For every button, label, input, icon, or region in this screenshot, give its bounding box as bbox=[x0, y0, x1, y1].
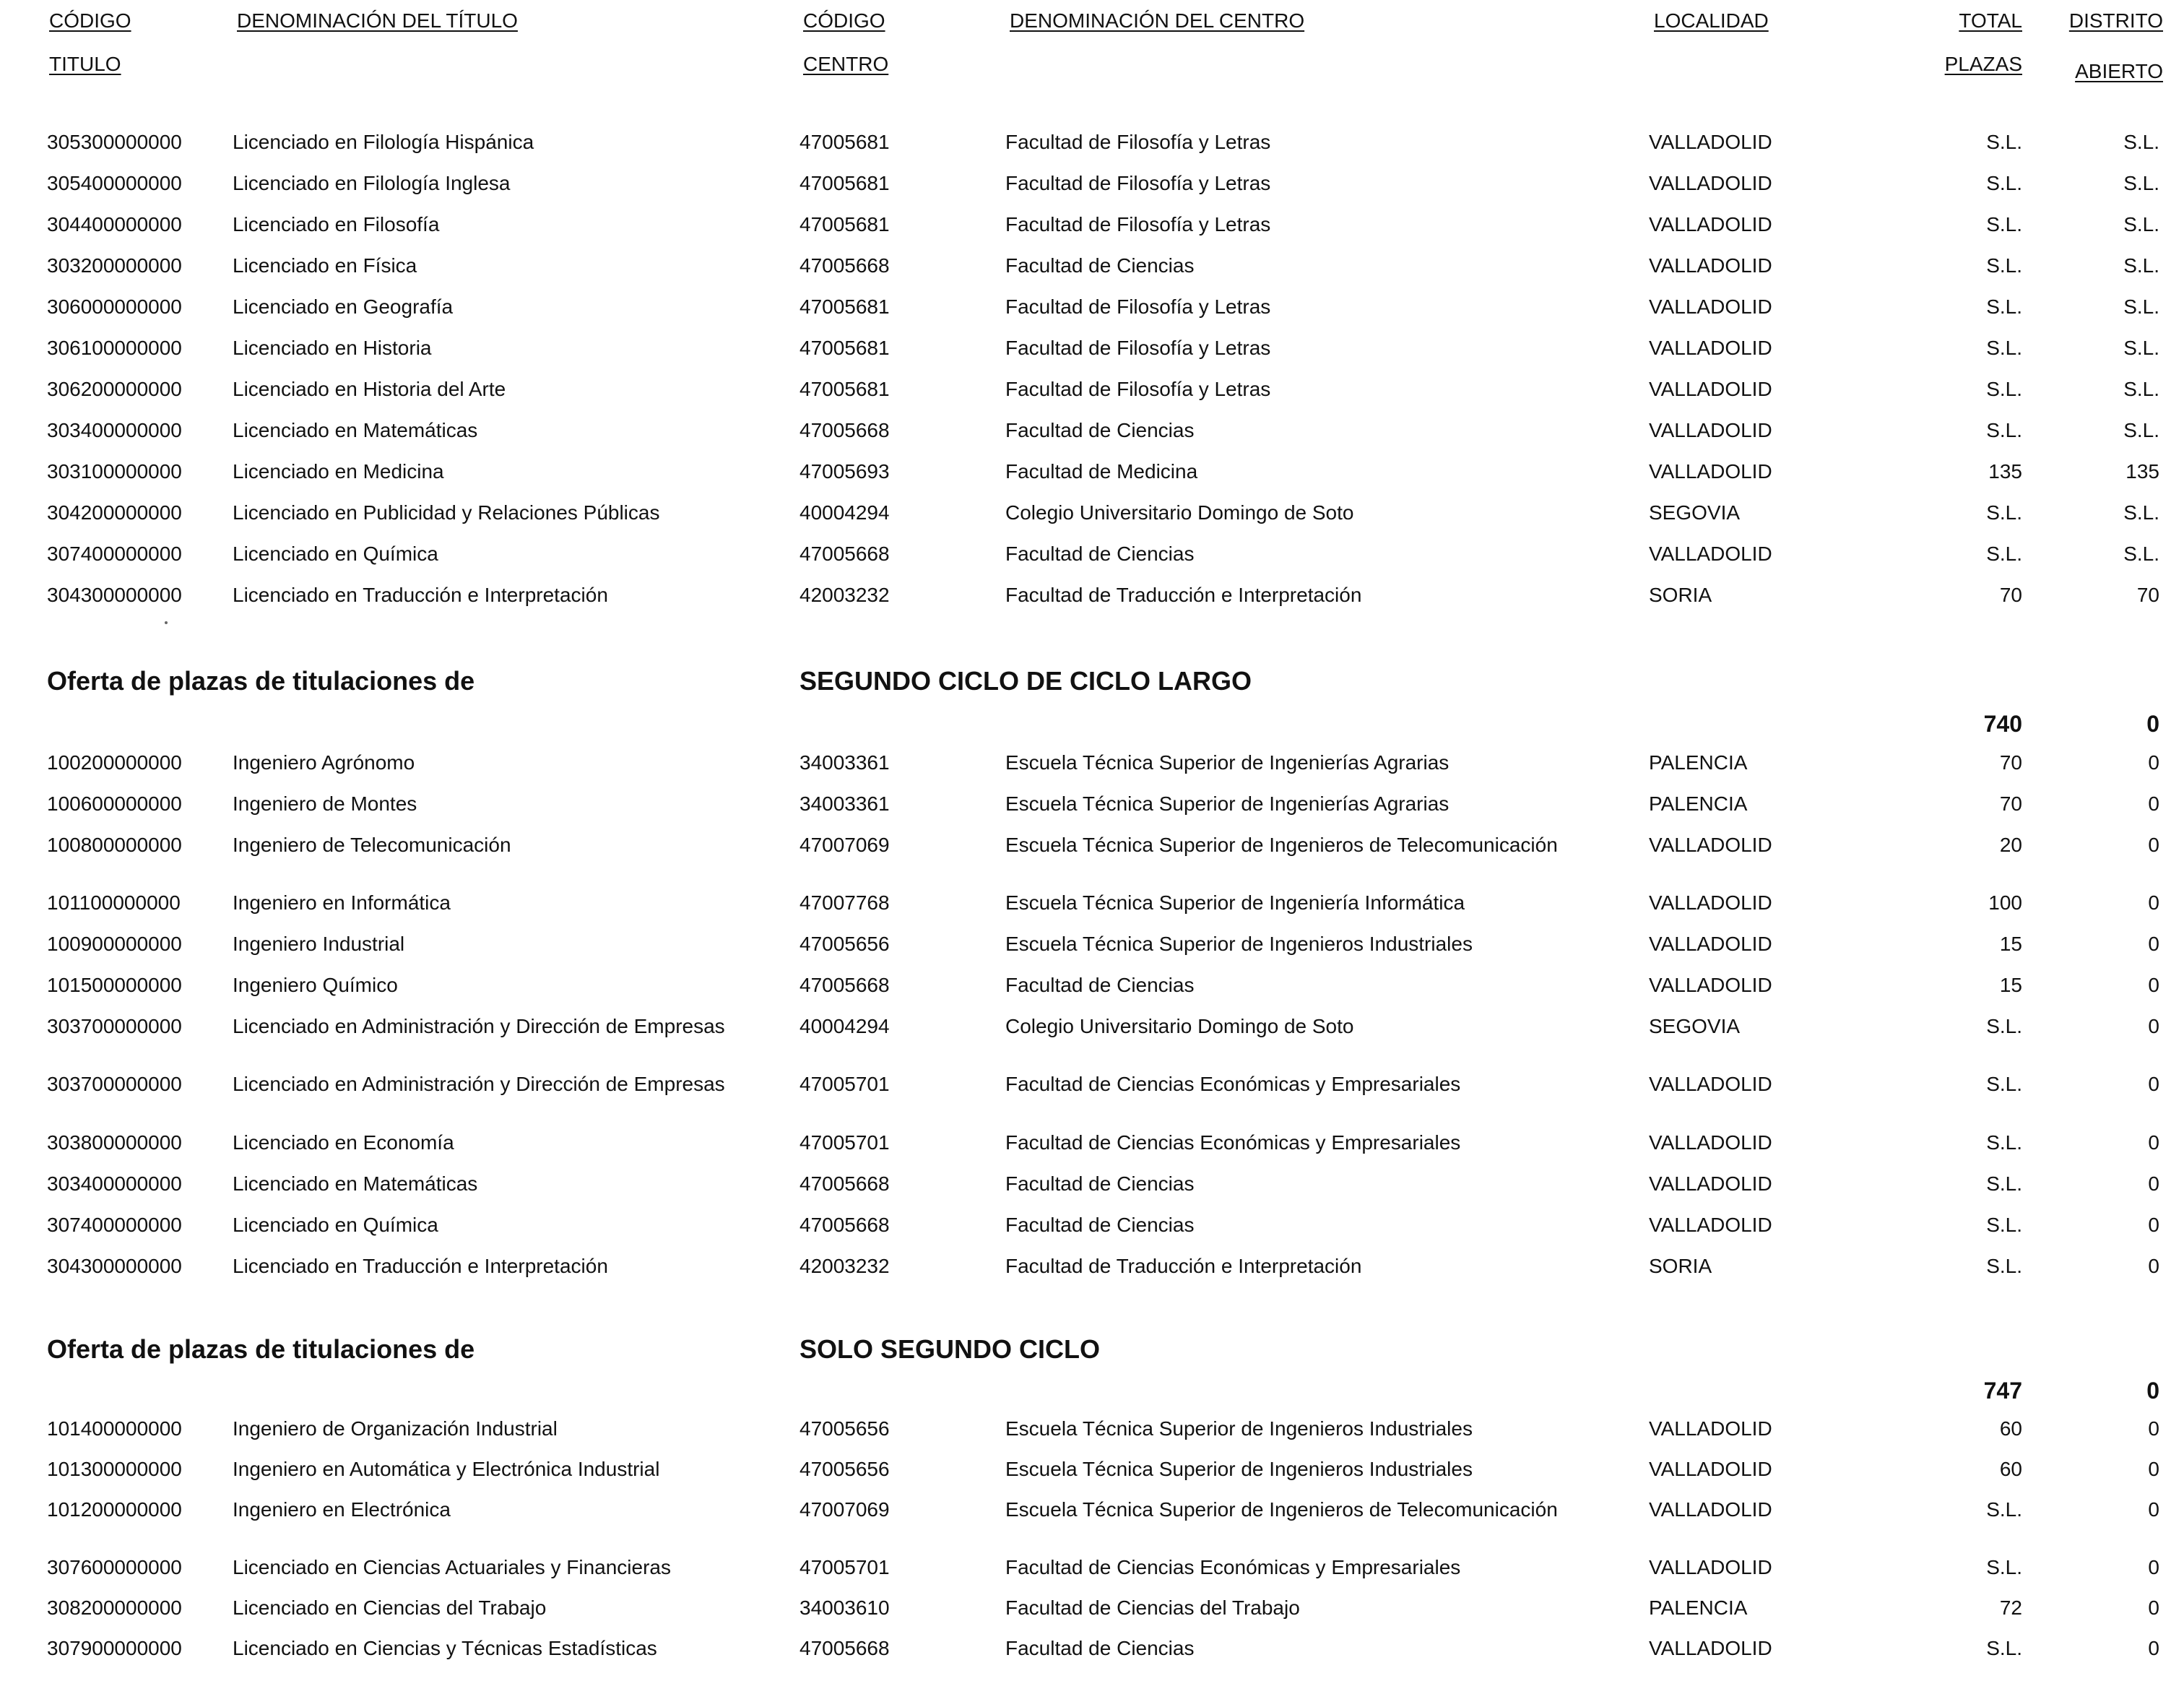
titulo-cell: Ingeniero de Montes bbox=[233, 792, 417, 815]
section-name-segundo-ciclo: SEGUNDO CICLO DE CICLO LARGO bbox=[800, 666, 1252, 696]
distrito-cell: 0 bbox=[2148, 1214, 2159, 1236]
codigo-centro-cell: 47007069 bbox=[800, 1498, 890, 1521]
distrito-cell: S.L. bbox=[2123, 543, 2159, 565]
centro-cell: Facultad de Filosofía y Letras bbox=[1005, 378, 1271, 400]
codigo-titulo-cell: 306100000000 bbox=[47, 337, 182, 359]
codigo-centro-cell: 47005681 bbox=[800, 131, 890, 153]
localidad-cell: VALLADOLID bbox=[1649, 543, 1772, 565]
total-cell: 70 bbox=[1999, 751, 2022, 774]
header-denominacion-centro: DENOMINACIÓN DEL CENTRO bbox=[1010, 9, 1305, 32]
centro-cell: Escuela Técnica Superior de Ingenieros de Telecomunicación bbox=[1005, 1498, 1558, 1521]
localidad-cell: VALLADOLID bbox=[1649, 131, 1772, 153]
section-label-solo-segundo-ciclo: Oferta de plazas de titulaciones de bbox=[47, 1334, 475, 1364]
localidad-cell: VALLADOLID bbox=[1649, 1556, 1772, 1578]
distrito-cell: 0 bbox=[2148, 1255, 2159, 1277]
localidad-cell: SORIA bbox=[1649, 584, 1712, 606]
total-cell: S.L. bbox=[1986, 295, 2022, 318]
codigo-centro-cell: 34003610 bbox=[800, 1596, 890, 1619]
centro-cell: Escuela Técnica Superior de Ingenieros Industriales bbox=[1005, 1417, 1473, 1440]
centro-cell: Escuela Técnica Superior de Ingenieros de Telecomunicación bbox=[1005, 834, 1558, 856]
codigo-titulo-cell: 101500000000 bbox=[47, 974, 182, 996]
centro-cell: Colegio Universitario Domingo de Soto bbox=[1005, 1015, 1354, 1037]
centro-cell: Facultad de Medicina bbox=[1005, 460, 1198, 483]
titulo-cell: Licenciado en Matemáticas bbox=[233, 1172, 478, 1195]
total-cell: S.L. bbox=[1986, 1073, 2022, 1095]
section-total-plazas: 740 bbox=[1983, 711, 2022, 737]
centro-cell: Facultad de Ciencias Económicas y Empresariales bbox=[1005, 1131, 1461, 1154]
localidad-cell: VALLADOLID bbox=[1649, 419, 1772, 441]
codigo-titulo-cell: 306000000000 bbox=[47, 295, 182, 318]
localidad-cell: VALLADOLID bbox=[1649, 213, 1772, 235]
localidad-cell: VALLADOLID bbox=[1649, 1172, 1772, 1195]
titulo-cell: Ingeniero en Informática bbox=[233, 891, 451, 914]
titulo-cell: Ingeniero de Telecomunicación bbox=[233, 834, 511, 856]
codigo-titulo-cell: 100200000000 bbox=[47, 751, 182, 774]
localidad-cell: VALLADOLID bbox=[1649, 1458, 1772, 1480]
centro-cell: Escuela Técnica Superior de Ingenierías Agrarias bbox=[1005, 751, 1450, 774]
codigo-centro-cell: 42003232 bbox=[800, 1255, 890, 1277]
centro-cell: Facultad de Ciencias bbox=[1005, 419, 1195, 441]
total-cell: 15 bbox=[1999, 933, 2022, 955]
table-header bbox=[0, 0, 2184, 101]
codigo-centro-cell: 47005681 bbox=[800, 172, 890, 194]
titulo-cell: Licenciado en Filología Inglesa bbox=[233, 172, 511, 194]
titulo-cell: Ingeniero de Organización Industrial bbox=[233, 1417, 558, 1440]
centro-cell: Escuela Técnica Superior de Ingenieros Industriales bbox=[1005, 1458, 1473, 1480]
codigo-centro-cell: 47005668 bbox=[800, 974, 890, 996]
codigo-titulo-cell: 303400000000 bbox=[47, 419, 182, 441]
table-row bbox=[0, 1553, 2184, 1582]
table-row bbox=[0, 971, 2184, 1000]
table-row bbox=[0, 748, 2184, 777]
table-row bbox=[0, 581, 2184, 610]
centro-cell: Facultad de Traducción e Interpretación bbox=[1005, 1255, 1362, 1277]
distrito-cell: 0 bbox=[2148, 1015, 2159, 1037]
codigo-centro-cell: 47005701 bbox=[800, 1556, 890, 1578]
distrito-cell: 0 bbox=[2148, 1417, 2159, 1440]
distrito-cell: S.L. bbox=[2123, 213, 2159, 235]
codigo-centro-cell: 47005693 bbox=[800, 460, 890, 483]
titulo-cell: Licenciado en Administración y Dirección de Empresas bbox=[233, 1015, 725, 1037]
localidad-cell: VALLADOLID bbox=[1649, 1214, 1772, 1236]
table-row bbox=[0, 1012, 2184, 1041]
codigo-centro-cell: 47005656 bbox=[800, 933, 890, 955]
table-row bbox=[0, 457, 2184, 486]
total-cell: 60 bbox=[1999, 1458, 2022, 1480]
header-total-line1: TOTAL bbox=[1959, 9, 2022, 32]
table-row bbox=[0, 1170, 2184, 1198]
table-row bbox=[0, 375, 2184, 404]
localidad-cell: VALLADOLID bbox=[1649, 1417, 1772, 1440]
centro-cell: Facultad de Filosofía y Letras bbox=[1005, 131, 1271, 153]
localidad-cell: VALLADOLID bbox=[1649, 460, 1772, 483]
codigo-titulo-cell: 306200000000 bbox=[47, 378, 182, 400]
total-cell: 20 bbox=[1999, 834, 2022, 856]
distrito-cell: 135 bbox=[2126, 460, 2159, 483]
titulo-cell: Licenciado en Economía bbox=[233, 1131, 454, 1154]
titulo-cell: Licenciado en Matemáticas bbox=[233, 419, 478, 441]
titulo-cell: Licenciado en Traducción e Interpretación bbox=[233, 1255, 608, 1277]
distrito-cell: 0 bbox=[2148, 1596, 2159, 1619]
codigo-centro-cell: 47007069 bbox=[800, 834, 890, 856]
distrito-cell: 0 bbox=[2148, 974, 2159, 996]
titulo-cell: Ingeniero en Automática y Electrónica Industrial bbox=[233, 1458, 660, 1480]
centro-cell: Facultad de Ciencias del Trabajo bbox=[1005, 1596, 1300, 1619]
scan-speck bbox=[165, 621, 168, 624]
distrito-cell: 0 bbox=[2148, 1073, 2159, 1095]
localidad-cell: SEGOVIA bbox=[1649, 1015, 1741, 1037]
table-row bbox=[0, 1128, 2184, 1157]
distrito-cell: 70 bbox=[2136, 584, 2159, 606]
codigo-centro-cell: 47005656 bbox=[800, 1458, 890, 1480]
codigo-centro-cell: 47005656 bbox=[800, 1417, 890, 1440]
header-codigo-titulo-line2: TITULO bbox=[49, 53, 121, 75]
distrito-cell: 0 bbox=[2148, 1458, 2159, 1480]
centro-cell: Facultad de Filosofía y Letras bbox=[1005, 172, 1271, 194]
codigo-titulo-cell: 307600000000 bbox=[47, 1556, 182, 1578]
localidad-cell: VALLADOLID bbox=[1649, 1131, 1772, 1154]
table-row bbox=[0, 1594, 2184, 1622]
titulo-cell: Licenciado en Filología Hispánica bbox=[233, 131, 534, 153]
header-denominacion-titulo: DENOMINACIÓN DEL TÍTULO bbox=[237, 9, 518, 32]
section-name-solo-segundo-ciclo: SOLO SEGUNDO CICLO bbox=[800, 1334, 1101, 1364]
distrito-cell: 0 bbox=[2148, 1131, 2159, 1154]
localidad-cell: VALLADOLID bbox=[1649, 834, 1772, 856]
centro-cell: Colegio Universitario Domingo de Soto bbox=[1005, 501, 1354, 524]
codigo-centro-cell: 47005668 bbox=[800, 1214, 890, 1236]
table-row bbox=[0, 1070, 2184, 1099]
codigo-titulo-cell: 100600000000 bbox=[47, 792, 182, 815]
table-row bbox=[0, 930, 2184, 959]
section-totals-solo-segundo-ciclo bbox=[0, 1376, 2184, 1405]
titulo-cell: Ingeniero Químico bbox=[233, 974, 398, 996]
distrito-cell: 0 bbox=[2148, 1556, 2159, 1578]
distrito-cell: 0 bbox=[2148, 834, 2159, 856]
codigo-titulo-cell: 304400000000 bbox=[47, 213, 182, 235]
total-cell: S.L. bbox=[1986, 1015, 2022, 1037]
distrito-cell: S.L. bbox=[2123, 172, 2159, 194]
table-row bbox=[0, 540, 2184, 569]
codigo-titulo-cell: 101300000000 bbox=[47, 1458, 182, 1480]
total-cell: S.L. bbox=[1986, 254, 2022, 277]
codigo-titulo-cell: 303200000000 bbox=[47, 254, 182, 277]
codigo-centro-cell: 47005668 bbox=[800, 1172, 890, 1195]
codigo-centro-cell: 47005681 bbox=[800, 378, 890, 400]
titulo-cell: Licenciado en Administración y Dirección de Empresas bbox=[233, 1073, 725, 1095]
centro-cell: Facultad de Ciencias bbox=[1005, 974, 1195, 996]
header-codigo-titulo-line1: CÓDIGO bbox=[49, 9, 131, 32]
total-cell: S.L. bbox=[1986, 501, 2022, 524]
header-total-line2: PLAZAS bbox=[1944, 53, 2022, 75]
localidad-cell: PALENCIA bbox=[1649, 1596, 1748, 1619]
total-cell: 100 bbox=[1988, 891, 2022, 914]
codigo-titulo-cell: 304300000000 bbox=[47, 584, 182, 606]
total-cell: 70 bbox=[1999, 584, 2022, 606]
section-totals-segundo-ciclo bbox=[0, 709, 2184, 738]
centro-cell: Facultad de Filosofía y Letras bbox=[1005, 213, 1271, 235]
centro-cell: Escuela Técnica Superior de Ingenieros Industriales bbox=[1005, 933, 1473, 955]
table-row bbox=[0, 1455, 2184, 1484]
distrito-cell: S.L. bbox=[2123, 378, 2159, 400]
table-row bbox=[0, 169, 2184, 198]
centro-cell: Escuela Técnica Superior de Ingeniería Informática bbox=[1005, 891, 1465, 914]
total-cell: S.L. bbox=[1986, 419, 2022, 441]
titulo-cell: Licenciado en Ciencias del Trabajo bbox=[233, 1596, 547, 1619]
section-total-plazas: 747 bbox=[1983, 1378, 2022, 1404]
total-cell: S.L. bbox=[1986, 1172, 2022, 1195]
table-row bbox=[0, 210, 2184, 239]
distrito-cell: S.L. bbox=[2123, 131, 2159, 153]
centro-cell: Facultad de Ciencias bbox=[1005, 1637, 1195, 1659]
codigo-centro-cell: 47005701 bbox=[800, 1131, 890, 1154]
titulo-cell: Licenciado en Química bbox=[233, 1214, 438, 1236]
table-row bbox=[0, 1495, 2184, 1524]
distrito-cell: 0 bbox=[2148, 933, 2159, 955]
codigo-centro-cell: 34003361 bbox=[800, 751, 890, 774]
localidad-cell: SEGOVIA bbox=[1649, 501, 1741, 524]
codigo-titulo-cell: 100800000000 bbox=[47, 834, 182, 856]
codigo-titulo-cell: 101100000000 bbox=[47, 891, 181, 914]
distrito-cell: S.L. bbox=[2123, 501, 2159, 524]
centro-cell: Facultad de Ciencias Económicas y Empresariales bbox=[1005, 1556, 1461, 1578]
codigo-centro-cell: 42003232 bbox=[800, 584, 890, 606]
codigo-titulo-cell: 303800000000 bbox=[47, 1131, 182, 1154]
section-total-distrito: 0 bbox=[2146, 711, 2159, 737]
localidad-cell: VALLADOLID bbox=[1649, 378, 1772, 400]
total-cell: S.L. bbox=[1986, 337, 2022, 359]
codigo-titulo-cell: 305400000000 bbox=[47, 172, 182, 194]
localidad-cell: VALLADOLID bbox=[1649, 933, 1772, 955]
table-row bbox=[0, 831, 2184, 860]
centro-cell: Facultad de Ciencias bbox=[1005, 1214, 1195, 1236]
total-cell: S.L. bbox=[1986, 1637, 2022, 1659]
titulo-cell: Licenciado en Historia del Arte bbox=[233, 378, 506, 400]
titulo-cell: Licenciado en Ciencias Actuariales y Financieras bbox=[233, 1556, 671, 1578]
codigo-centro-cell: 40004294 bbox=[800, 1015, 890, 1037]
codigo-titulo-cell: 303700000000 bbox=[47, 1073, 182, 1095]
codigo-titulo-cell: 307900000000 bbox=[47, 1637, 182, 1659]
distrito-cell: S.L. bbox=[2123, 337, 2159, 359]
titulo-cell: Licenciado en Ciencias y Técnicas Estadísticas bbox=[233, 1637, 657, 1659]
total-cell: 135 bbox=[1988, 460, 2022, 483]
header-codigo-centro-line2: CENTRO bbox=[803, 53, 889, 75]
codigo-centro-cell: 47005701 bbox=[800, 1073, 890, 1095]
codigo-centro-cell: 47005668 bbox=[800, 543, 890, 565]
centro-cell: Facultad de Ciencias Económicas y Empresariales bbox=[1005, 1073, 1461, 1095]
total-cell: S.L. bbox=[1986, 172, 2022, 194]
total-cell: S.L. bbox=[1986, 131, 2022, 153]
table-row bbox=[0, 1414, 2184, 1443]
table-row bbox=[0, 1634, 2184, 1663]
section-label-segundo-ciclo: Oferta de plazas de titulaciones de bbox=[47, 666, 475, 696]
distrito-cell: S.L. bbox=[2123, 254, 2159, 277]
codigo-centro-cell: 34003361 bbox=[800, 792, 890, 815]
localidad-cell: SORIA bbox=[1649, 1255, 1712, 1277]
table-row bbox=[0, 416, 2184, 445]
codigo-titulo-cell: 303700000000 bbox=[47, 1015, 182, 1037]
table-row bbox=[0, 498, 2184, 527]
localidad-cell: VALLADOLID bbox=[1649, 891, 1772, 914]
header-distrito-line2: ABIERTO bbox=[2075, 60, 2163, 82]
codigo-titulo-cell: 308200000000 bbox=[47, 1596, 182, 1619]
distrito-cell: S.L. bbox=[2123, 419, 2159, 441]
codigo-titulo-cell: 303400000000 bbox=[47, 1172, 182, 1195]
total-cell: 60 bbox=[1999, 1417, 2022, 1440]
header-codigo-centro-line1: CÓDIGO bbox=[803, 9, 885, 32]
codigo-titulo-cell: 304300000000 bbox=[47, 1255, 182, 1277]
table-row bbox=[0, 128, 2184, 157]
total-cell: S.L. bbox=[1986, 1255, 2022, 1277]
centro-cell: Facultad de Traducción e Interpretación bbox=[1005, 584, 1362, 606]
centro-cell: Facultad de Ciencias bbox=[1005, 543, 1195, 565]
localidad-cell: VALLADOLID bbox=[1649, 172, 1772, 194]
distrito-cell: 0 bbox=[2148, 1637, 2159, 1659]
section-total-distrito: 0 bbox=[2146, 1378, 2159, 1404]
total-cell: S.L. bbox=[1986, 1214, 2022, 1236]
titulo-cell: Licenciado en Física bbox=[233, 254, 417, 277]
distrito-cell: 0 bbox=[2148, 1172, 2159, 1195]
codigo-titulo-cell: 303100000000 bbox=[47, 460, 182, 483]
centro-cell: Facultad de Filosofía y Letras bbox=[1005, 295, 1271, 318]
header-distrito-line1: DISTRITO bbox=[2068, 9, 2163, 32]
total-cell: S.L. bbox=[1986, 543, 2022, 565]
centro-cell: Escuela Técnica Superior de Ingenierías Agrarias bbox=[1005, 792, 1450, 815]
total-cell: S.L. bbox=[1986, 1131, 2022, 1154]
localidad-cell: VALLADOLID bbox=[1649, 974, 1772, 996]
total-cell: 72 bbox=[1999, 1596, 2022, 1619]
localidad-cell: VALLADOLID bbox=[1649, 254, 1772, 277]
table-row bbox=[0, 293, 2184, 321]
distrito-cell: 0 bbox=[2148, 1498, 2159, 1521]
table-row bbox=[0, 889, 2184, 917]
codigo-centro-cell: 47005668 bbox=[800, 1637, 890, 1659]
titulo-cell: Licenciado en Traducción e Interpretación bbox=[233, 584, 608, 606]
localidad-cell: VALLADOLID bbox=[1649, 295, 1772, 318]
header-localidad: LOCALIDAD bbox=[1654, 9, 1769, 32]
titulo-cell: Licenciado en Publicidad y Relaciones Públicas bbox=[233, 501, 660, 524]
codigo-titulo-cell: 305300000000 bbox=[47, 131, 182, 153]
codigo-titulo-cell: 101200000000 bbox=[47, 1498, 182, 1521]
titulo-cell: Licenciado en Química bbox=[233, 543, 438, 565]
total-cell: S.L. bbox=[1986, 378, 2022, 400]
codigo-centro-cell: 47007768 bbox=[800, 891, 890, 914]
table-row bbox=[0, 1211, 2184, 1240]
codigo-centro-cell: 47005668 bbox=[800, 419, 890, 441]
distrito-cell: S.L. bbox=[2123, 295, 2159, 318]
centro-cell: Facultad de Ciencias bbox=[1005, 254, 1195, 277]
titulo-cell: Licenciado en Medicina bbox=[233, 460, 444, 483]
codigo-titulo-cell: 100900000000 bbox=[47, 933, 182, 955]
total-cell: S.L. bbox=[1986, 1498, 2022, 1521]
total-cell: S.L. bbox=[1986, 213, 2022, 235]
localidad-cell: PALENCIA bbox=[1649, 792, 1748, 815]
centro-cell: Facultad de Filosofía y Letras bbox=[1005, 337, 1271, 359]
codigo-centro-cell: 47005681 bbox=[800, 295, 890, 318]
codigo-titulo-cell: 307400000000 bbox=[47, 543, 182, 565]
codigo-titulo-cell: 307400000000 bbox=[47, 1214, 182, 1236]
localidad-cell: VALLADOLID bbox=[1649, 1498, 1772, 1521]
distrito-cell: 0 bbox=[2148, 891, 2159, 914]
titulo-cell: Licenciado en Geografía bbox=[233, 295, 454, 318]
localidad-cell: PALENCIA bbox=[1649, 751, 1748, 774]
titulo-cell: Licenciado en Historia bbox=[233, 337, 432, 359]
titulo-cell: Licenciado en Filosofía bbox=[233, 213, 440, 235]
table-row bbox=[0, 334, 2184, 363]
total-cell: S.L. bbox=[1986, 1556, 2022, 1578]
titulo-cell: Ingeniero Agrónomo bbox=[233, 751, 415, 774]
codigo-titulo-cell: 304200000000 bbox=[47, 501, 182, 524]
localidad-cell: VALLADOLID bbox=[1649, 1073, 1772, 1095]
total-cell: 15 bbox=[1999, 974, 2022, 996]
codigo-centro-cell: 47005668 bbox=[800, 254, 890, 277]
total-cell: 70 bbox=[1999, 792, 2022, 815]
codigo-centro-cell: 47005681 bbox=[800, 337, 890, 359]
distrito-cell: 0 bbox=[2148, 751, 2159, 774]
codigo-centro-cell: 40004294 bbox=[800, 501, 890, 524]
table-row bbox=[0, 790, 2184, 818]
table-row bbox=[0, 251, 2184, 280]
table-row bbox=[0, 1252, 2184, 1281]
titulo-cell: Ingeniero Industrial bbox=[233, 933, 405, 955]
localidad-cell: VALLADOLID bbox=[1649, 1637, 1772, 1659]
centro-cell: Facultad de Ciencias bbox=[1005, 1172, 1195, 1195]
distrito-cell: 0 bbox=[2148, 792, 2159, 815]
codigo-titulo-cell: 101400000000 bbox=[47, 1417, 182, 1440]
localidad-cell: VALLADOLID bbox=[1649, 337, 1772, 359]
titulo-cell: Ingeniero en Electrónica bbox=[233, 1498, 451, 1521]
codigo-centro-cell: 47005681 bbox=[800, 213, 890, 235]
